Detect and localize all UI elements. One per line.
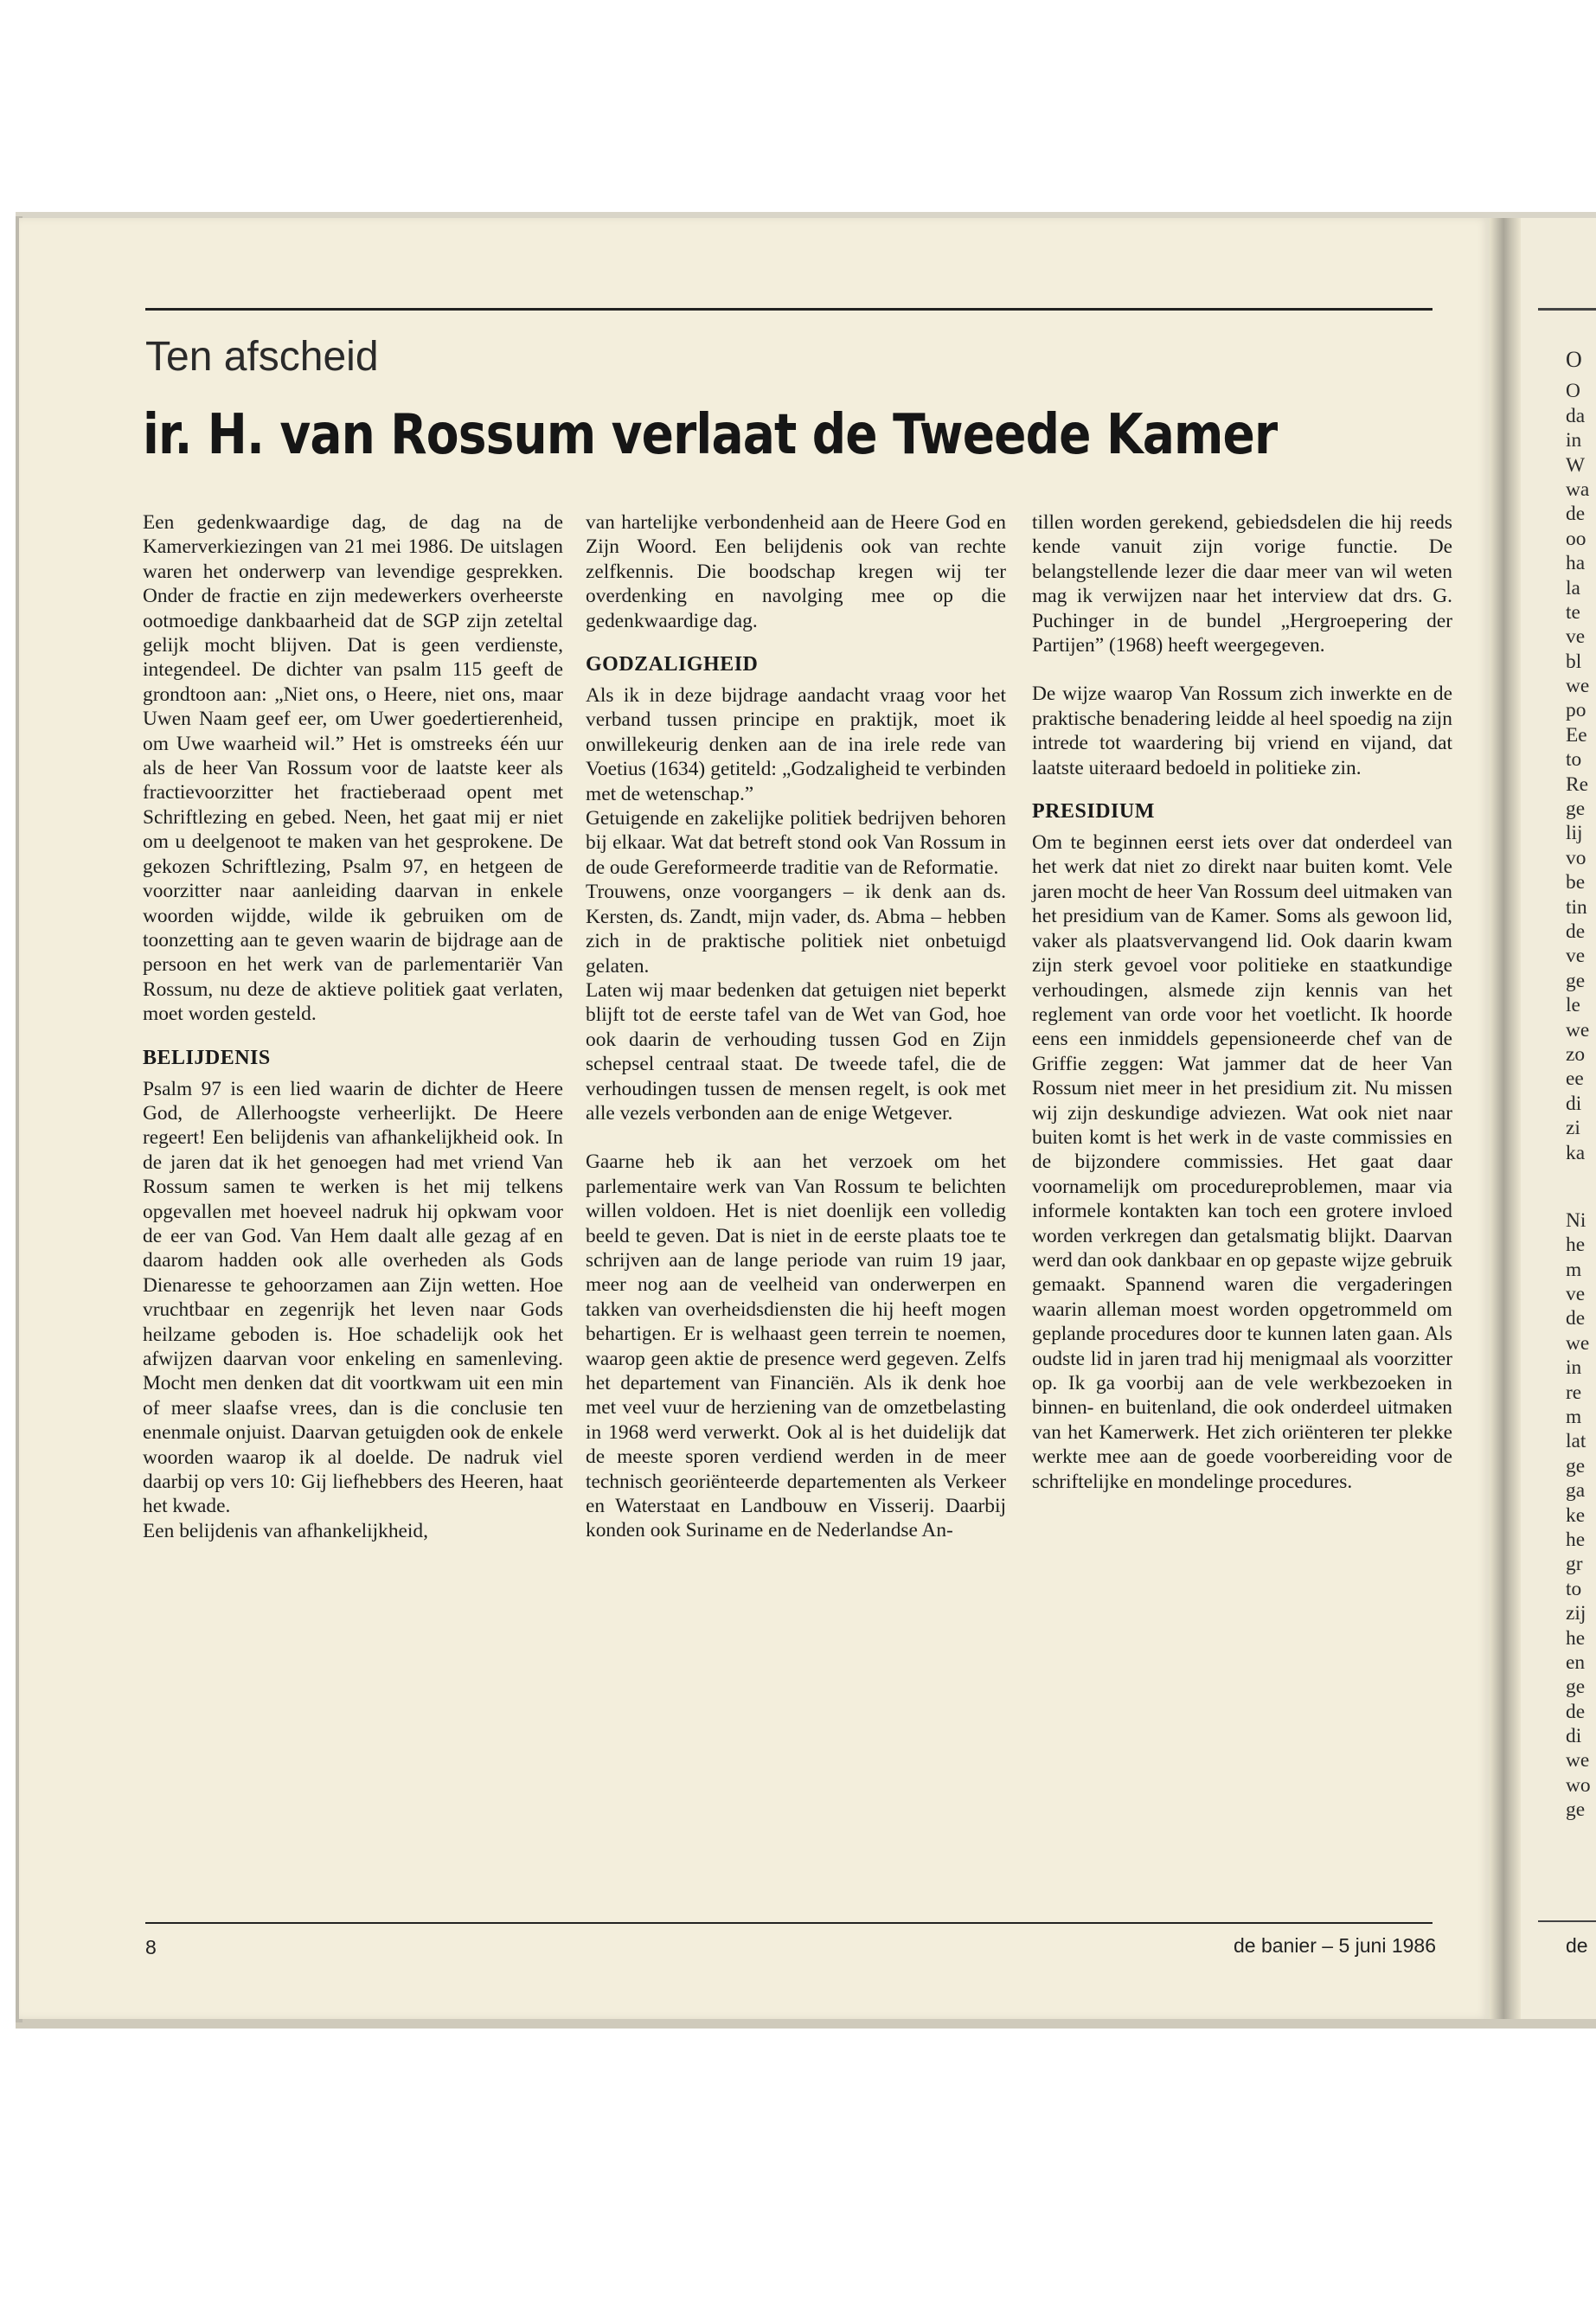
next-page-text-fragments xyxy=(1566,348,1596,1823)
next-page-line: zo xyxy=(1566,1042,1586,1066)
next-page-line: m xyxy=(1566,1406,1582,1429)
article-column-1 xyxy=(143,510,563,1543)
next-page-line: ge xyxy=(1566,1798,1586,1822)
next-page-line: ee xyxy=(1566,1067,1584,1091)
next-page-line: ve xyxy=(1566,945,1586,968)
paragraph: De wijze waarop Van Rossum zich inwerkte en de praktische benadering leidde al heel spoedig na zijn intrede tot waardering bij vriend en vijand, dat laatste uiteraard bedoeld in politieke zin. xyxy=(1032,683,1452,779)
next-page-line: ha xyxy=(1566,552,1586,575)
next-page-line: la xyxy=(1566,576,1580,599)
next-page-line: W xyxy=(1566,453,1586,477)
next-page-heading-fragment: O xyxy=(1566,347,1582,372)
next-page-line: ke xyxy=(1566,1503,1586,1527)
footer-rule xyxy=(145,1922,1433,1924)
next-page-top-rule xyxy=(1538,308,1596,311)
next-page-line: we xyxy=(1566,1749,1590,1772)
next-page-line: be xyxy=(1566,871,1586,894)
next-page-line: tin xyxy=(1566,895,1587,919)
next-page-line: po xyxy=(1566,699,1586,722)
next-page-line: ge xyxy=(1566,1676,1586,1699)
next-page-line: he xyxy=(1566,1234,1586,1257)
next-page-line: zi xyxy=(1566,1117,1580,1140)
page-number: 8 xyxy=(145,1936,157,1958)
next-page-line: lat xyxy=(1566,1430,1586,1453)
next-page-line: ve xyxy=(1566,1283,1586,1306)
next-page-fragment xyxy=(1521,218,1596,2019)
next-page-line: vo xyxy=(1566,846,1586,869)
next-page-bottom-rule xyxy=(1538,1920,1596,1922)
next-page-line: re xyxy=(1566,1381,1582,1404)
next-page-line: ge xyxy=(1566,1454,1586,1477)
paragraph: Een gedenkwaardige dag, de dag na de Kamerverkiezingen van 21 mei 1986. De uitslagen waren het onderwerp van levendige gesprekken. Onder de fractie en zijn medewerkers overheerste ootmoedige dankbaarheid dat de SGP zijn zeteltal gelijk mocht blijven. Dat is geen verdienste, integendeel. De dichter van psalm 115 geeft de grondtoon aan: „Niet ons, o Heere, niet ons, maar Uwen Naam geef eer, om Uwer goedertierenheid, om Uwe waarheid wil.” Het is omstreeks één uur als de heer Van Rossum voor de laatste keer als fractievoorzitter het fractieberaad opent met Schriftlezing en gebed. Neen, het gaat mij er niet om u deelgenoot te maken van het gesprokene. De gekozen Schriftlezing, Psalm 97, en hetgeen de voorzitter naar aanleiding daarvan in enkele woorden wijdde, wilde ik gebruiken om de toonzetting aan te geven waarin de bijdrage aan de persoon en het werk van de parlementariër Van Rossum, nu deze de aktieve politiek gaat verlaten, moet worden gesteld. xyxy=(143,511,563,1026)
next-page-line: we xyxy=(1566,1331,1590,1355)
next-page-line: to xyxy=(1566,1577,1582,1600)
next-page-line: wo xyxy=(1566,1773,1591,1797)
next-page-line: de xyxy=(1566,503,1586,526)
paragraph: Een belijdenis van afhankelijkheid, xyxy=(143,1519,428,1542)
next-page-line: ge xyxy=(1566,969,1586,992)
next-page-line: gr xyxy=(1566,1553,1583,1576)
next-page-line: ka xyxy=(1566,1141,1586,1164)
article-headline: ir. H. van Rossum verlaat de Tweede Kamer xyxy=(143,403,1278,467)
next-page-line: da xyxy=(1566,404,1586,427)
article-column-3 xyxy=(1032,510,1452,1494)
section-heading-godzaligheid: GODZALIGHEID xyxy=(586,653,759,676)
next-page-line: to xyxy=(1566,748,1582,772)
paragraph: Om te beginnen eerst iets over dat onderdeel van het werk dat niet zo direkt naar buiten komt. Vele jaren mocht de heer Van Rossum deel uitmaken van het presidium van de Kamer. Soms als gewoon lid, vaker als plaatsvervangend lid. Ook daarin kwam zijn sterk gevoel voor politieke en staatkundige verhoudingen, alsmede zijn kennis van het reglement van orde voor het voetlicht. Ik hoorde eens een inmiddels gepensioneerde chef van de Griffie zeggen: Wat jammer dat de heer Van Rossum niet meer in het presidium zit. Nu missen wij zijn deskundige adviezen. Wat ook niet naar buiten komt is het werk in de vaste commissies en de bijzondere commissies. Het gaat daar voornamelijk om procedureproblemen, maar via informele kontakten kan toch een grotere invloed worden verkregen dan getalsmatig blijkt. Daarvan werd dan ook dankbaar en op gepaste wijze gebruik gemaakt. Spannend waren die vergaderingen waarin alleman moest worden opgetrommeld om geplande procedures door te kunnen laten gaan. Als oudste lid in jaren trad hij menigmaal als voorzitter op. Ik ga voorbij aan de vele werkbezoeken in binnen- en buitenland, die ook onderdeel uitmaken van het Kamerwerk. Het zich oriënteren ter plekke werkte mee aan de goede voorbereiding voor de schriftelijke en mondelinge procedures. xyxy=(1032,831,1452,1493)
article-column-2 xyxy=(586,510,1006,1543)
next-page-line: le xyxy=(1566,994,1580,1017)
next-page-line: Ee xyxy=(1566,723,1587,747)
book-gutter xyxy=(1490,218,1521,2019)
next-page-footer: de xyxy=(1566,1934,1588,1957)
next-page-line: en xyxy=(1566,1650,1586,1674)
next-page-line: O xyxy=(1566,380,1580,403)
paragraph: van hartelijke verbondenheid aan de Heere God en Zijn Woord. Een belijdenis ook van rechte zelfkennis. Die boodschap kregen wij ter overdenking en navolging mee op die gedenkwaardige dag. xyxy=(586,511,1006,632)
next-page-line: Re xyxy=(1566,772,1588,796)
next-page-line: de xyxy=(1566,1307,1586,1330)
next-page-line: he xyxy=(1566,1626,1586,1650)
section-kicker: Ten afscheid xyxy=(145,334,379,380)
next-page-line: Ni xyxy=(1566,1208,1586,1232)
next-page-line: he xyxy=(1566,1528,1586,1551)
section-heading-belijdenis: BELIJDENIS xyxy=(143,1046,271,1069)
next-page-line: wa xyxy=(1566,478,1590,501)
paragraph: tillen worden gerekend, gebiedsdelen die hij reeds kende vanuit zijn vorige functie. De belangstellende lezer die daar meer van wil weten mag ik verwijzen naar het interview dat drs. G. Puchinger in de bundel „Hergroepering der Partijen” (1968) heeft weergegeven. xyxy=(1032,511,1452,657)
next-page-line: te xyxy=(1566,600,1580,624)
next-page-line: ve xyxy=(1566,625,1586,649)
next-page-paragraph-gap xyxy=(1566,1165,1596,1208)
paragraph: Gaarne heb ik aan het verzoek om het parlementaire werk van Van Rossum te belichten willen voldoen. Het is niet doenlijk een volledig beeld te geven. Dat is niet in de eerste plaats toe te schrijven aan de lange periode van ruim 19 jaar, meer nog aan de veelheid van onderwerpen en takken van overheidsdiensten die hij heeft mogen behartigen. Er is welhaast geen terrein te noemen, waarop geen aktie de presence werd gegeven. Zelfs het departement van Financiën. Als ik denk hoe met veel vuur de herziening van de omzetbelasting in 1968 werd verwerkt. Ook al is het duidelijk dat de meeste sporen verdiend werden in de meer technisch georiënteerde departementen als Verkeer en Waterstaat en Landbouw en Visserij. Daarbij konden ook Suriname en de Nederlandse An- xyxy=(586,1150,1006,1542)
next-page-line: oo xyxy=(1566,527,1586,550)
next-page-line: de xyxy=(1566,1700,1586,1723)
next-page-line: de xyxy=(1566,920,1586,943)
next-page-line: di xyxy=(1566,1092,1582,1115)
paragraph: Getuigende en zakelijke politiek bedrijven behoren bij elkaar. Wat dat betreft stond ook Van Rossum in de oude Gereformeerde traditie van de Reformatie. xyxy=(586,807,1006,879)
paragraph: Trouwens, onze voorgangers – ik denk aan ds. Kersten, ds. Zandt, mijn vader, ds. Abma – hebben zich in de praktische politiek niet onbetuigd gelaten. xyxy=(586,881,1006,977)
next-page-line: we xyxy=(1566,675,1590,698)
paragraph: Als ik in deze bijdrage aandacht vraag voor het verband tussen principe en praktijk, moet ik onwillekeurig denken aan de ina irele rede van Voetius (1634) getiteld: „Godzaligheid te verbinden met de wetenschap.” xyxy=(586,684,1006,805)
next-page-line: zij xyxy=(1566,1602,1586,1625)
next-page-line: ge xyxy=(1566,798,1586,821)
next-page-line: m xyxy=(1566,1258,1582,1281)
next-page-line: in xyxy=(1566,429,1582,452)
publication-footer: de banier – 5 juni 1986 xyxy=(1233,1934,1436,1957)
header-rule xyxy=(145,308,1433,311)
next-page-line: lij xyxy=(1566,822,1583,845)
next-page-line: in xyxy=(1566,1356,1582,1380)
next-page-line: ga xyxy=(1566,1479,1586,1503)
next-page-line: bl xyxy=(1566,650,1582,673)
next-page-line: di xyxy=(1566,1725,1582,1748)
section-heading-presidium: PRESIDIUM xyxy=(1032,800,1155,824)
next-page-line: we xyxy=(1566,1018,1590,1042)
paragraph: Laten wij maar bedenken dat getuigen niet beperkt blijft tot de eerste tafel van de Wet van God, hoe ook daarin de verhouding tussen God en Zijn schepsel centraal staat. De tweede tafel, die de verhoudingen tussen de mensen regelt, is ook met alle vezels verbonden aan de enige Wetgever. xyxy=(586,978,1006,1125)
paragraph: Psalm 97 is een lied waarin de dichter de Heere God, de Allerhoogste verheerlijkt. De Heere regeert! Een belijdenis van afhankelijkheid ook. In de jaren dat ik het genoegen had met vriend Van Rossum samen te werken is het mij telkens opgevallen met hoeveel nadruk hij opkwam voor de eer van God. Van Hem daalt alle gezag af en daarom hadden ook alle overheden als Gods Dienaresse te gehoorzamen aan Zijn wetten. Hoe vruchtbaar en zegenrijk het leven naar Gods heilzame geboden is. Hoe schadelijk ook het afwijzen daarvan voor enkeling en samenleving. Mocht men denken dat dit voortkwam uit een min of meer slaafse vrees, dan is die conclusie ten enenmale onjuist. Daarvan getuigden ook de enkele woorden waarop ik al doelde. De nadruk viel daarbij op vers 10: Gij liefhebbers des Heeren, haat het kwade. xyxy=(143,1077,563,1518)
